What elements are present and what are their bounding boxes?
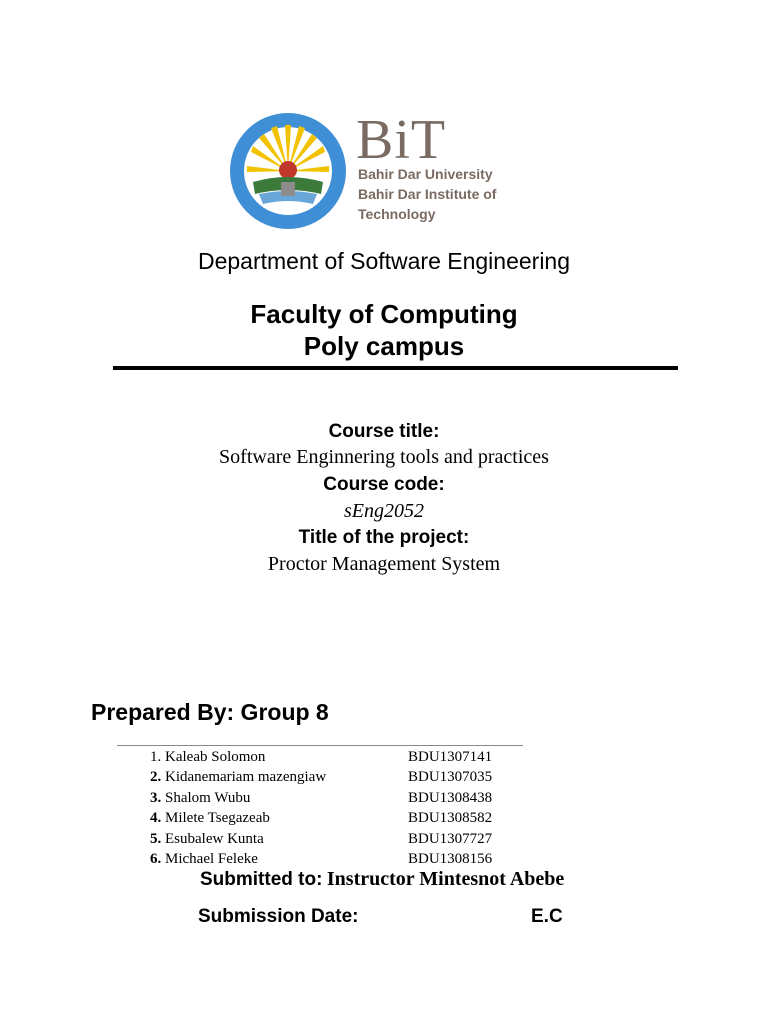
project-title-label: Title of the project:: [298, 527, 470, 548]
member-number: 3.: [150, 789, 162, 806]
member-row: [150, 808, 530, 828]
department-title: Department of Software Engineering: [197, 248, 571, 274]
member-id: BDU1308438: [408, 789, 493, 806]
submitted-to-label: Submitted to:: [200, 869, 323, 890]
member-name: Esubalew Kunta: [161, 830, 264, 847]
member-id: BDU1308156: [408, 850, 493, 867]
submitted-to: [200, 868, 564, 891]
bit-wordmark: BiT: [356, 109, 447, 171]
member-id: BDU1307035: [408, 769, 493, 786]
course-title-label: Course title:: [328, 421, 440, 442]
member-id: BDU1307727: [408, 830, 493, 847]
submission-date-label: Submission Date:: [198, 906, 359, 927]
member-row: [150, 849, 530, 869]
course-code-label: Course code:: [323, 474, 445, 495]
university-seal-logo: [229, 112, 347, 230]
member-name: Shalom Wubu: [161, 789, 251, 806]
member-row: [150, 767, 530, 787]
course-title-value: Software Enginnering tools and practices: [219, 446, 549, 468]
member-row: [150, 788, 530, 808]
member-number: 1.: [150, 749, 162, 765]
submission-date-value: E.C: [531, 906, 563, 927]
course-code-value: sEng2052: [344, 500, 424, 522]
member-name: Milete Tsegazeab: [161, 810, 270, 827]
members-list: [150, 747, 530, 869]
bit-logo: [356, 109, 526, 224]
logo-line-2: Bahir Dar Institute of: [358, 186, 497, 202]
member-number: 4.: [150, 810, 162, 827]
member-row: [150, 747, 530, 767]
logo-line-3: Technology: [358, 206, 436, 222]
logo-line-1: Bahir Dar University: [358, 166, 493, 182]
member-id: BDU1307141: [408, 749, 493, 765]
member-name: Kaleab Solomon: [161, 749, 266, 765]
project-title-value: Proctor Management System: [267, 553, 501, 575]
submitted-to-value: Instructor Mintesnot Abebe: [326, 868, 565, 890]
member-id: BDU1308582: [408, 810, 493, 827]
campus-title: Poly campus: [303, 331, 465, 361]
heading-divider: [113, 366, 678, 370]
member-row: [150, 829, 530, 849]
prepared-by-heading: Prepared By: Group 8: [91, 699, 329, 725]
member-number: 6.: [150, 850, 162, 867]
member-number: 5.: [150, 830, 162, 847]
member-number: 2.: [150, 769, 162, 786]
faculty-title: Faculty of Computing: [250, 299, 518, 329]
members-divider: [117, 745, 523, 746]
member-name: Kidanemariam mazengiaw: [161, 769, 327, 786]
member-name: Michael Feleke: [161, 850, 258, 867]
